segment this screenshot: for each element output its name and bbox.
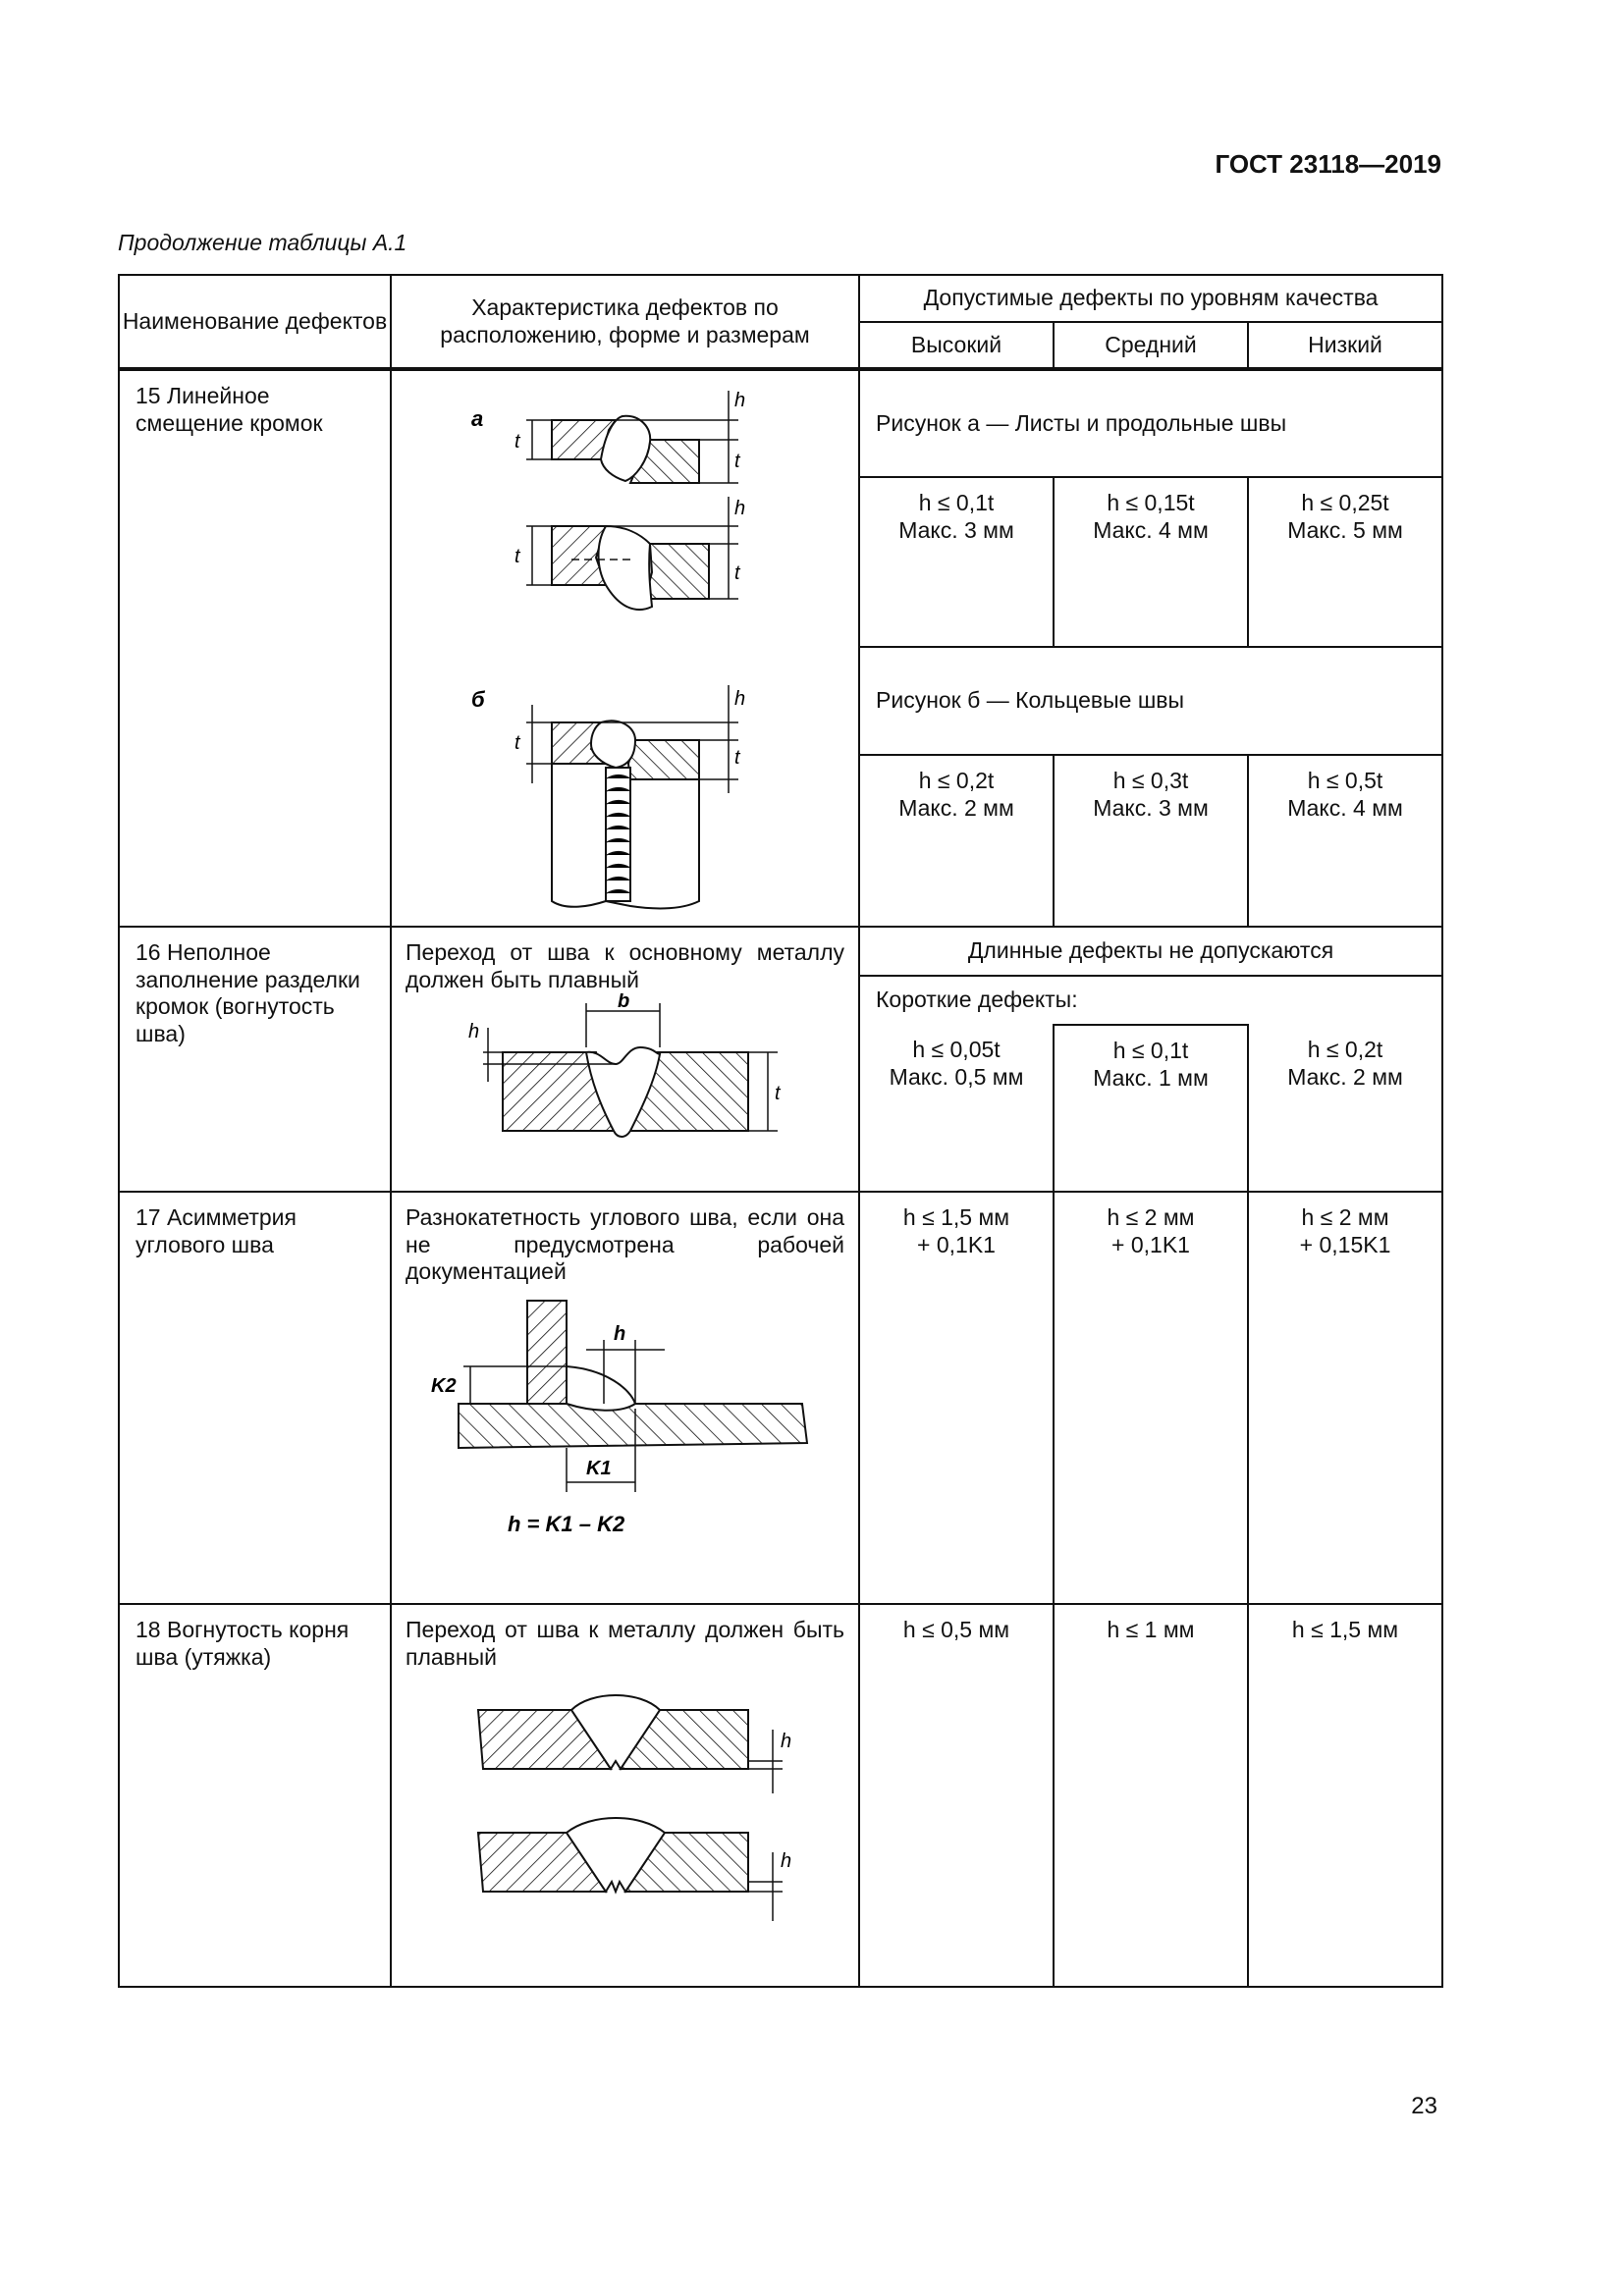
row15-figure-cell <box>391 369 859 927</box>
fig-t-label: t <box>774 1083 781 1105</box>
row17-desc-cell <box>391 1192 859 1604</box>
misalignment-figure <box>395 371 856 921</box>
row15-a-high: h ≤ 0,1t Макс. 3 мм <box>859 477 1054 647</box>
fig-dim-t: t <box>733 562 740 584</box>
fig-dim-h: h <box>733 390 745 411</box>
header-high: Высокий <box>859 322 1054 369</box>
fig-h-label: h <box>780 1850 791 1873</box>
row15-name: 15 Линейное смещение кромок <box>119 369 391 927</box>
fig-h-label: h <box>613 1322 625 1345</box>
page-number: 23 <box>1411 2093 1437 2119</box>
row16-low: h ≤ 0,2t Макс. 2 мм <box>1248 1025 1442 1192</box>
row15-b-low: h ≤ 0,5t Макс. 4 мм <box>1248 755 1442 927</box>
row17-medium: h ≤ 2 мм + 0,1K1 <box>1054 1192 1248 1604</box>
row15-b-medium: h ≤ 0,3t Макс. 3 мм <box>1054 755 1248 927</box>
fillet-asymmetry-figure <box>409 1286 841 1571</box>
underfill-figure <box>409 993 841 1150</box>
row18-desc-cell <box>391 1604 859 1987</box>
row17-name: 17 Асимметрия углового шва <box>119 1192 391 1604</box>
header-characteristic: Характеристика дефектов по расположению, форме и размерам <box>391 275 859 369</box>
row15-a-medium: h ≤ 0,15t Макс. 4 мм <box>1054 477 1248 647</box>
fig-k1-label: K1 <box>585 1457 612 1479</box>
header-allowed: Допустимые дефекты по уровням качества <box>859 275 1442 322</box>
row16-long: Длинные дефекты не допускаются <box>859 927 1442 976</box>
row15-a-low: h ≤ 0,25t Макс. 5 мм <box>1248 477 1442 647</box>
fig-k2-label: K2 <box>430 1374 457 1397</box>
header-name: Наименование дефектов <box>119 275 391 369</box>
row16-desc-cell <box>391 927 859 1192</box>
root-concavity-figure <box>409 1671 841 1946</box>
fig-h-label: h <box>780 1731 791 1753</box>
row15-subheader-a: Рисунок а — Листы и продольные швы <box>859 369 1442 477</box>
fig-label-a: а <box>470 406 483 431</box>
fig-dim-t: t <box>514 546 520 567</box>
row18-medium: h ≤ 1 мм <box>1054 1604 1248 1987</box>
fig-h-label: h <box>467 1021 479 1043</box>
defects-table <box>118 274 1443 1988</box>
fig-dim-t: t <box>514 431 520 453</box>
row16-medium: h ≤ 0,1t Макс. 1 мм <box>1054 1025 1248 1192</box>
row16-name: 16 Неполное заполнение разделки кромок (вогнутость шва) <box>119 927 391 1192</box>
fig-dim-t: t <box>733 451 740 472</box>
fig-dim-t: t <box>514 732 520 754</box>
row16-desc: Переход от шва к основному металлу должен быть плавный <box>406 939 844 992</box>
fig-label-b: б <box>470 687 485 712</box>
row17-desc: Разнокатетность углового шва, если она не предусмотрена рабочей документацией <box>406 1204 844 1285</box>
fig-dim-h: h <box>733 688 745 710</box>
fig-b-label: b <box>617 993 629 1013</box>
header-low: Низкий <box>1248 322 1442 369</box>
row18-low: h ≤ 1,5 мм <box>1248 1604 1442 1987</box>
row18-name: 18 Вогнутость корня шва (утяжка) <box>119 1604 391 1987</box>
row18-high: h ≤ 0,5 мм <box>859 1604 1054 1987</box>
row15-b-high: h ≤ 0,2t Макс. 2 мм <box>859 755 1054 927</box>
row17-high: h ≤ 1,5 мм + 0,1K1 <box>859 1192 1054 1604</box>
table-caption: Продолжение таблицы А.1 <box>118 230 407 255</box>
document-code: ГОСТ 23118—2019 <box>1215 149 1441 179</box>
fig-dim-t: t <box>733 747 740 769</box>
fig-dim-h: h <box>733 498 745 519</box>
row16-high: h ≤ 0,05t Макс. 0,5 мм <box>859 1025 1054 1192</box>
row16-short: Короткие дефекты: <box>859 976 1442 1025</box>
header-medium: Средний <box>1054 322 1248 369</box>
row15-subheader-b: Рисунок б — Кольцевые швы <box>859 647 1442 755</box>
row18-desc: Переход от шва к металлу должен быть плавный <box>406 1617 844 1670</box>
row17-low: h ≤ 2 мм + 0,15K1 <box>1248 1192 1442 1604</box>
fig-formula: h = K1 – K2 <box>507 1511 624 1536</box>
